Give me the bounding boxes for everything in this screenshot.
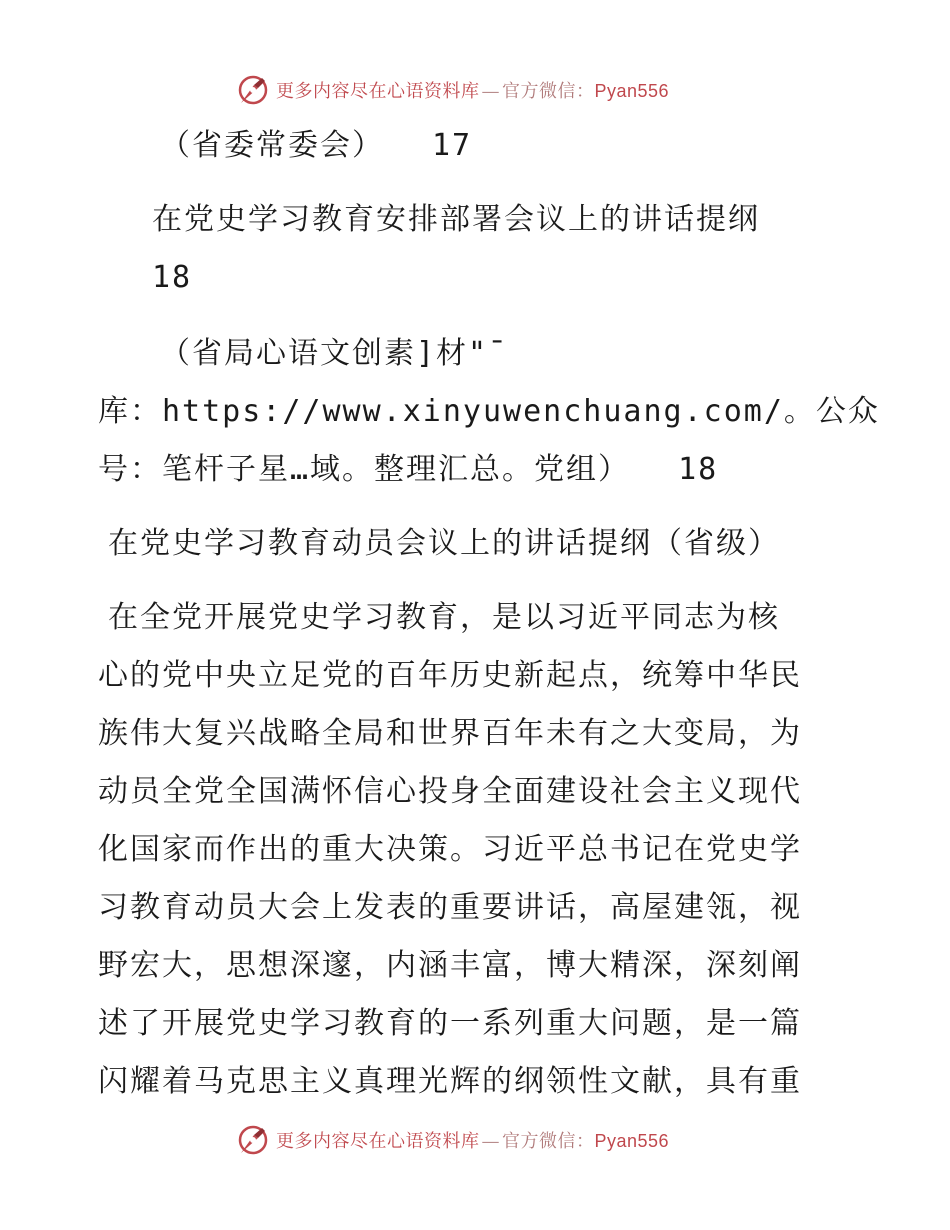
paragraph-line: 动员全党全国满怀信心投身全面建设社会主义现代 [98, 774, 802, 809]
footer-banner [236, 1122, 669, 1158]
pen-logo-icon [236, 1123, 270, 1157]
section-heading: 在党史学习教育动员会议上的讲话提纲（省级） [108, 526, 780, 561]
banner-text: 更多内容尽在心语资料库 — 官方微信：Pyan556 [276, 81, 670, 102]
paragraph-line: 述了开展党史学习教育的一系列重大问题，是一篇 [98, 1006, 802, 1041]
toc-entry-2-title: 在党史学习教育安排部署会议上的讲话提纲 [152, 202, 760, 237]
paragraph-line: 心的党中央立足党的百年历史新起点，统筹中华民 [98, 658, 802, 693]
toc-entry-1: （省委常委会） 17 [160, 128, 473, 163]
paragraph-line: 化国家而作出的重大决策。习近平总书记在党史学 [98, 832, 802, 867]
paragraph-line: 习教育动员大会上发表的重要讲话，高屋建瓴，视 [98, 890, 802, 925]
paragraph-line: 在全党开展党史学习教育，是以习近平同志为核 [108, 600, 780, 635]
header-banner [236, 72, 669, 108]
toc-entry-2-page: 18 [152, 260, 193, 295]
paragraph-line: 野宏大，思想深邃，内涵丰富，博大精深，深刻阐 [98, 948, 802, 983]
toc-page-number: 17 [432, 128, 473, 163]
toc-entry-3-line1: （省局心语文创素]材"¯ [160, 336, 509, 371]
pen-logo-icon [236, 73, 270, 107]
toc-page-number: 18 [678, 452, 719, 487]
paragraph-line: 族伟大复兴战略全局和世界百年未有之大变局，为 [98, 716, 802, 751]
wechat-id: Pyan556 [594, 1131, 670, 1151]
toc-entry-3-line3: 号：笔杆子星…域。整理汇总。党组） 18 [98, 452, 719, 487]
wechat-id: Pyan556 [594, 81, 670, 101]
toc-entry-3-line2: 库：https://www.xinyuwenchuang.com/。公众 [98, 394, 880, 429]
paragraph-line: 闪耀着马克思主义真理光辉的纲领性文献，具有重 [98, 1064, 802, 1099]
banner-text: 更多内容尽在心语资料库 — 官方微信：Pyan556 [276, 1131, 670, 1152]
